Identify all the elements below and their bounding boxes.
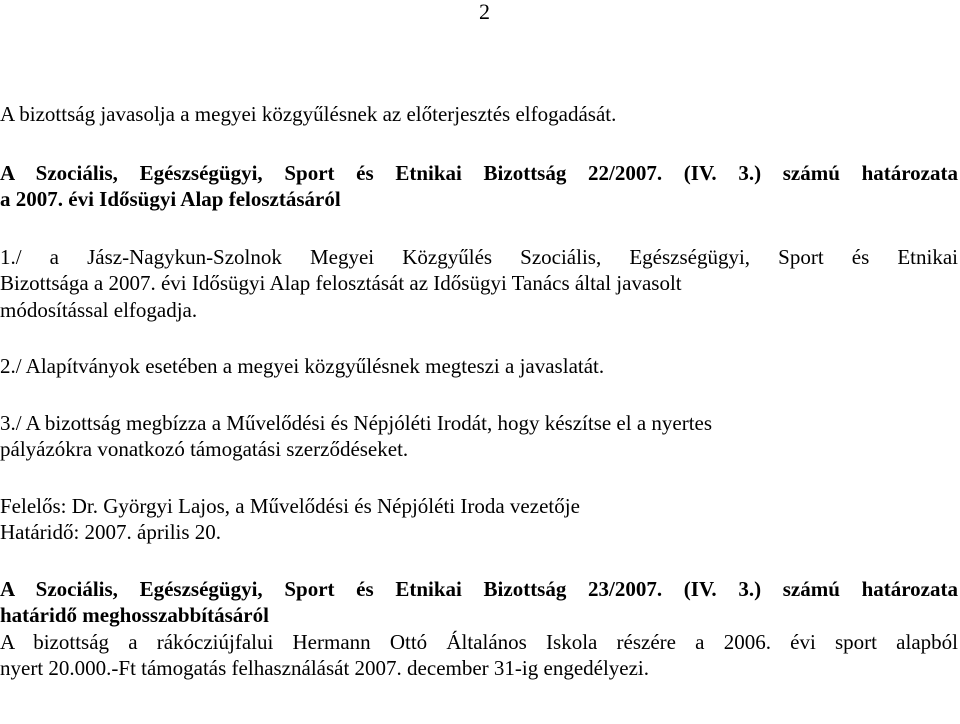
resolution-heading-23-line-1: A Szociális, Egészségügyi, Sport és Etnikai Bizottság 23/2007. (IV. 3.) számú határozata [0, 576, 958, 601]
responsible-person: Felelős: Dr. Györgyi Lajos, a Művelődési és Népjóléti Iroda vezetője [0, 493, 580, 518]
recommendation-paragraph [0, 101, 958, 128]
deadline: Határidő: 2007. április 20. [0, 520, 222, 544]
resolution-item-2 [0, 353, 958, 380]
resolution-heading-22 [0, 160, 958, 213]
document-body [0, 101, 958, 682]
resolution-item-3-line-1: 3./ A bizottság megbízza a Művelődési és Népjóléti Irodát, hogy készítse el a nyertes [0, 410, 713, 435]
extension-line-2: nyert 20.000.-Ft támogatás felhasználását 2007. december 31-ig engedélyezi. [0, 656, 650, 680]
resolution-heading-23 [0, 576, 958, 629]
resolution-item-3 [0, 410, 958, 463]
extension-paragraph [0, 629, 958, 682]
extension-line-1: A bizottság a rákócziújfalui Hermann Ottó Általános Iskola részére a 2006. évi sport alapból [0, 629, 958, 654]
resolution-item-2-text: 2./ Alapítványok esetében a megyei közgyűlésnek megteszi a javaslatát. [0, 354, 605, 378]
resolution-item-1 [0, 244, 958, 324]
recommendation-text: A bizottság javasolja a megyei közgyűlésnek az előterjesztés elfogadását. [0, 102, 617, 126]
responsible-deadline-block [0, 493, 958, 546]
resolution-heading-22-line-2: a 2007. évi Idősügyi Alap felosztásáról [0, 187, 341, 211]
page-number: 2 [479, 0, 490, 24]
resolution-heading-22-line-1: A Szociális, Egészségügyi, Sport és Etnikai Bizottság 22/2007. (IV. 3.) számú határozata [0, 160, 958, 185]
resolution-item-1-line-1: 1./ a Jász-Nagykun-Szolnok Megyei Közgyűlés Szociális, Egészségügyi, Sport és Etnikai [0, 244, 958, 269]
resolution-item-1-line-3: módosítással elfogadja. [0, 297, 198, 322]
resolution-item-1-line-2: Bizottsága a 2007. évi Idősügyi Alap felosztását az Idősügyi Tanács által javasolt [0, 271, 682, 295]
resolution-heading-23-line-2: határidő meghosszabbításáról [0, 603, 269, 627]
resolution-item-3-line-2: pályázókra vonatkozó támogatási szerződéseket. [0, 437, 409, 461]
